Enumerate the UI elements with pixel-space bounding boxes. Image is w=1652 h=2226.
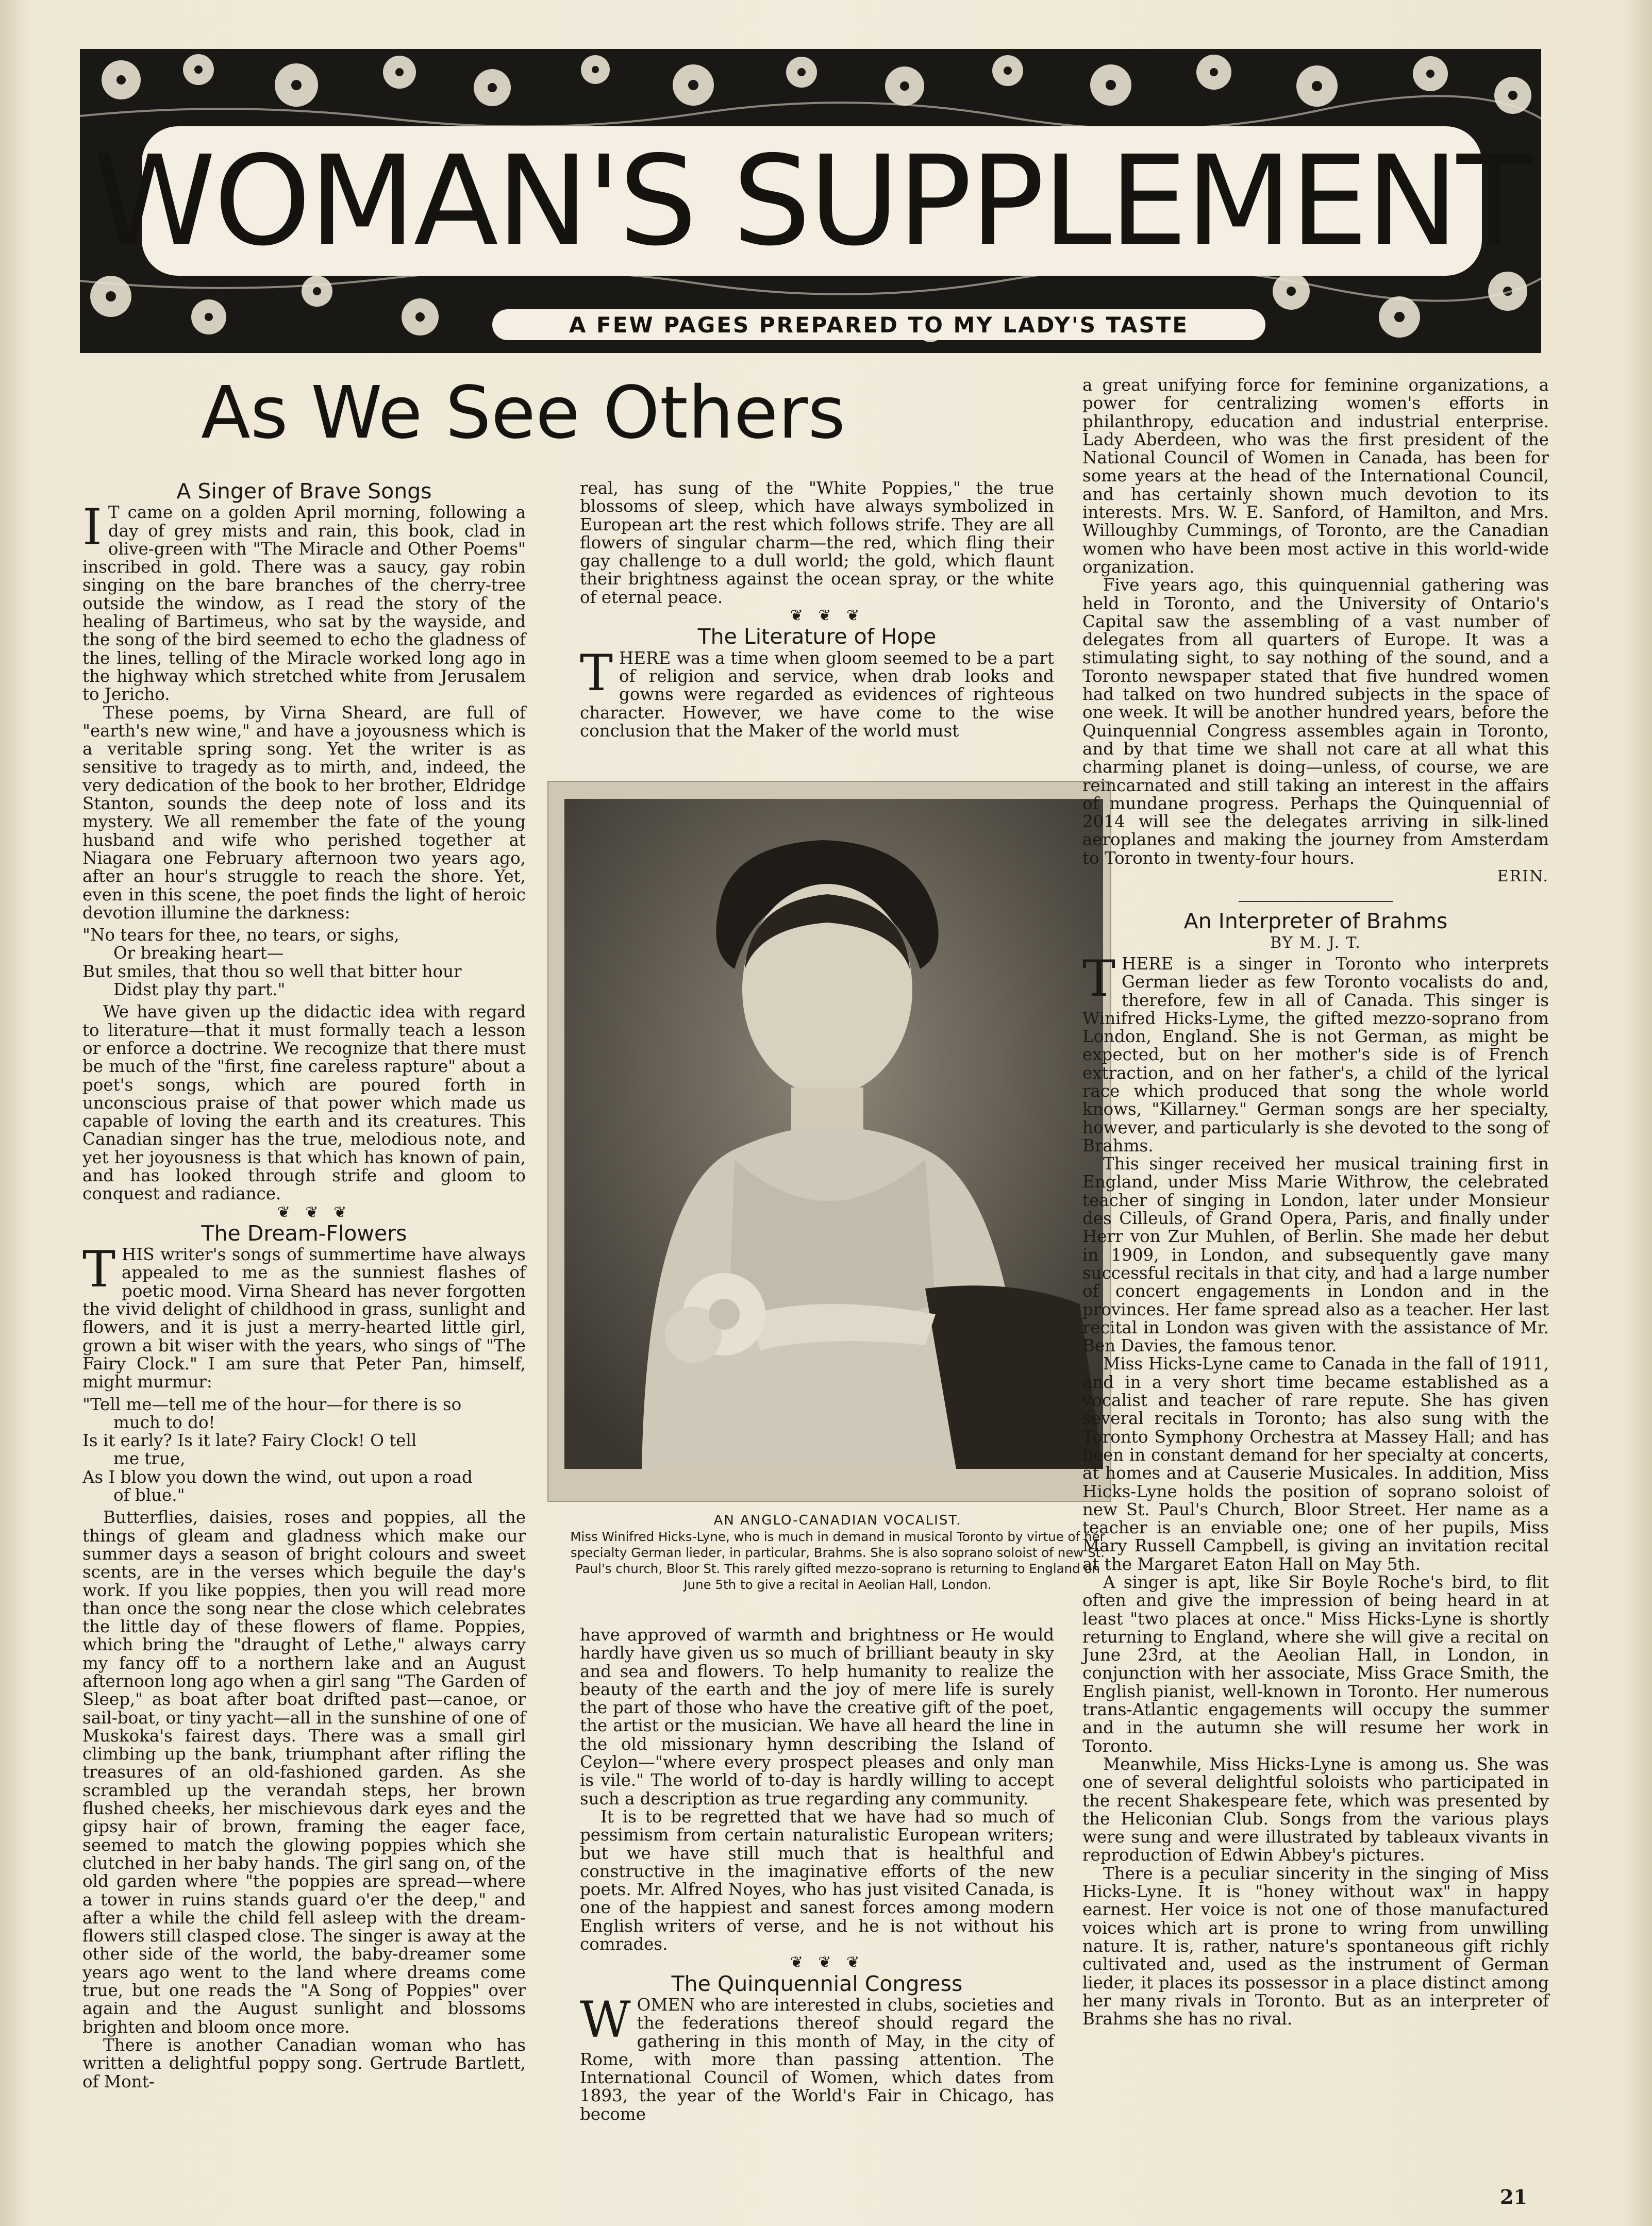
article-paragraph: THERE was a time when gloom seemed to be a part of religion and service, when drab looks and gowns were regarded as evidences of righteous character. However, we have come to the wise conclusion that the Maker of the world must <box>580 644 1054 741</box>
article-paragraph: These poems, by Virna Sheard, are full of "earth's new wine," and have a joyousness which is a veritable spring song. Yet the writer is as sensitive to tragedy as to mirth, and, indeed, the very dedication of the book to her brother, Eldridge Stanton, sounds the deep note of loss and its mystery. We all remember the fate of the young husband and wife who perished together at Niagara one February afternoon two years ago, after an hour's struggle to reach the shore. Yet, even in this scene, the poet finds the light of heroic devotion illumine the darkness: <box>82 702 526 923</box>
caption-text: Miss Winifred Hicks-Lyne, who is much in demand in musical Toronto by virtue of her specialty German lieder, in particular, Brahms. She is also soprano soloist of new St. Paul's church, Bloor St. This rarely gifted mezzo-soprano is returning to England on June 5th to give a recital in Aeolian Hall, London. <box>570 1529 1105 1592</box>
article-paragraph: Butterflies, daisies, roses and poppies, all the things of gleam and gladness which make our summer days a season of bright colours and sweet scents, are in the verses which beguile the day's work. If you like poppies, then you will read more than once the song near the close which celebrates the little day of these flowers of flame. Poppies, which bring the "draught of Lethe," always carry my fancy off to a northern lake and an August afternoon long ago when a girl sang "The Garden of Sleep," as boat after boat drifted past—canoe, or sail-boat, or tiny yacht—all in the sunshine of one of Muskoka's fairest days. There was a small girl climbing up the bank, triumphant after rifling the treasures of an old-fashioned garden. As she scrambled up the verandah steps, her brown flushed cheeks, her mischievous dark eyes and the gipsy hair of brown, framing the eager face, seemed to match the glowing poppies which she clutched in her baby hands. The girl sang on, of the old garden where "the poppies are spread—where a tower in ruins stands guard o'er the deep," and after a while the child fell asleep with the dream-flowers still clasped close. The singer is away at the other side of the world, the baby-dreamer some years ago went to the land where dreams come true, but one reads the "A Song of Poppies" over again and the August sunlight and blossoms brighten and bloom once more. <box>82 1508 526 2037</box>
article-paragraph: There is a peculiar sincerity in the singing of Miss Hicks-Lyne. It is "honey without wax" in happy earnest. Her voice is not one of those manufactured voices which art is prone to wring from unwilling nature. It is, rather, nature's spontaneous gift richly cultivated and, used as the instrument of German lieder, it places its possessor in a place distinct among her many rivals in Toronto. But as an interpreter of Brahms she has no rival. <box>1082 1863 1549 2029</box>
masthead-subtitle: A FEW PAGES PREPARED TO MY LADY'S TASTE <box>569 312 1189 338</box>
main-title: As We See Others <box>201 371 846 455</box>
article-paragraph: There is another Canadian woman who has written a delightful poppy song. Gertrude Bartlett, of Mont- <box>82 2035 526 2091</box>
verse-line: much to do! <box>113 1412 215 1432</box>
verse-line: As I blow you down the wind, out upon a road <box>82 1467 473 1487</box>
page-number: 21 <box>1500 2185 1527 2208</box>
article-paragraph: Miss Hicks-Lyne came to Canada in the fall of 1911, and in a very short time became established as a vocalist and teacher of rare repute. She has given several recitals in Toronto; has also sung with the Toronto Symphony Orchestra at Massey Hall; and has been in constant demand for her specialty at concerts, at homes and at Causerie Musicales. In addition, Miss Hicks-Lyne holds the position of soprano soloist of new St. Paul's Church, Bloor Street. Her name as a teacher is an enviable one; one of her pupils, Miss Mary Russell Campbell, is giving an invitation recital at the Margaret Eaton Hall on May 5th. <box>1082 1354 1549 1574</box>
article-paragraph: THERE is a singer in Toronto who interprets German lieder as few Toronto vocalists do and, therefore, few in all of Canada. This singer is Winifred Hicks-Lyme, the gifted mezzo-soprano from London, England. She is not German, as might be expected, but on her mother's side is of French extraction, and on her father's, a child of the lyrical race which produced that song the whole world knows, "Killarney." German songs are her specialty, however, and particularly is she devoted to the song of Brahms. <box>1082 949 1549 1156</box>
article-paragraph: We have given up the didactic idea with regard to literature—that it must formally teach a lesson or enforce a doctrine. We recognize that there must be much of the "first, fine careless rapture" about a poet's songs, which are poured forth in unconscious praise of that power which made us capable of loving the earth and its creatures. This Canadian singer has the true, melodious note, and yet her joyousness is that which has known of pain, and has looked through strife and gloom to conquest and radiance. <box>82 1002 526 1204</box>
author-signature: ERIN. <box>1497 867 1549 886</box>
article-paragraph: This singer received her musical training first in England, under Miss Marie Withrow, the celebrated teacher of singing in London, later under Monsieur des Cilleuls, of Grand Opera, Paris, and finally under Herr von Zur Muhlen, of Berlin. She made her debut in 1909, in London, and subsequently gave many successful recitals in that city, and had a large number of concert engagements in London and in the provinces. Her fame spread also as a teacher. Her last recital in London was given with the assistance of Mr. Ben Davies, the famous tenor. <box>1082 1154 1549 1356</box>
masthead-subtitle-plate <box>492 309 1265 340</box>
drop-cap: T <box>1082 949 1116 1008</box>
byline: BY M. J. T. <box>1270 933 1361 952</box>
column-3 <box>1082 376 1549 2028</box>
article-paragraph: WOMEN who are interested in clubs, societies and the federations thereof should regard the gathering in this month of May, in the city of Rome, with more than passing attention. The International Council of Women, which dates from 1893, the year of the World's Fair in Chicago, has become <box>580 1990 1054 2124</box>
section-heading-interpreter-of-brahms: An Interpreter of Brahms <box>1183 909 1448 934</box>
article-paragraph: It is to be regretted that we have had so much of pessimism from certain naturalistic European writers; but we have still much that is healthful and constructive in the imaginative efforts of the new poets. Mr. Alfred Noyes, who has just visited Canada, is one of the happiest and sanest forces among modern English writers of verse, and he is not without his comrades. <box>580 1806 1054 1954</box>
ornament-divider: ❦ ❦ ❦ <box>277 1203 352 1221</box>
drop-cap: T <box>580 644 613 702</box>
verse-line: But smiles, that thou so well that bitter hour <box>82 961 462 981</box>
article-paragraph: real, has sung of the "White Poppies," the true blossoms of sleep, which have always symbolized in European art the rest which follows strife. They are all flowers of singular charm—the red, which fling their gay challenge to a dull world; the gold, which flaunt their brightness against the ocean spray, or the white of eternal peace. <box>580 478 1054 607</box>
masthead-title-plate <box>93 126 1530 276</box>
section-divider-rule <box>1239 901 1393 902</box>
article-paragraph: I T came on a golden April morning, following a day of grey mists and rain, this book, clad in olive-green with "The Miracle and Other Poems" inscribed in gold. There was a saucy, gay robin singing on the bare branches of the cherry-tree outside the window, as I read the story of the healing of Bartimeus, who sat by the wayside, and the song of the bird seemed to echo the gladness of the lines, telling of the Miracle worked long ago in the highway which stretched white from Jerusalem to Jericho. <box>82 498 526 705</box>
article-paragraph: THIS writer's songs of summertime have always appealed to me as the sunniest flashes of poetic mood. Virna Sheard has never forgotten the vivid delight of childhood in grass, sunlight and flowers, and it is just a merry-hearted little girl, grown a bit wiser with the years, who sings of "The Fairy Clock." I am sure that Peter Pan, himself, might murmur: <box>82 1241 526 1392</box>
verse-line: "Tell me—tell me of the hour—for there is so <box>82 1394 462 1414</box>
drop-cap: I <box>82 498 102 557</box>
article-paragraph: A singer is apt, like Sir Boyle Roche's bird, to flit often and give the impression of being heard in at least "two places at once." Miss Hicks-Lyne is shortly returning to England, where she will give a recital on June 23rd, at the Aeolian Hall, in London, in conjunction with her associate, Miss Grace Smith, the English pianist, well-known in Toronto. Her numerous trans-Atlantic engagements will occupy the summer and in the autumn she will resume her work in Toronto. <box>1082 1572 1549 1756</box>
article-paragraph: a great unifying force for feminine organizations, a power for centralizing women's efforts in philanthropy, education and industrial enterprise. Lady Aberdeen, who was the first president of the National Council of Women in Canada, has been for some years at the head of the International Council, and has certainly shown much devotion to its interests. Mrs. W. E. Sanford, of Hamilton, and Mrs. Willoughby Cummings, of Toronto, are the Canadian women who have been most active in this world-wide organization. <box>1082 375 1549 577</box>
section-heading-dream-flowers: The Dream-Flowers <box>201 1220 407 1246</box>
column-1 <box>82 479 526 2091</box>
verse-line: of blue." <box>113 1485 185 1505</box>
portrait-illustration <box>564 799 1103 1469</box>
verse-line: Is it early? Is it late? Fairy Clock! O tell <box>82 1431 417 1451</box>
photo-caption <box>562 1513 1113 1593</box>
ornament-divider: ❦ ❦ ❦ <box>790 607 865 625</box>
column-2-top <box>580 479 1054 740</box>
masthead-banner <box>80 49 1541 353</box>
portrait-photo <box>564 799 1103 1469</box>
verse-line: "No tears for thee, no tears, or sighs, <box>82 925 399 945</box>
verse-line: Didst play thy part." <box>113 980 286 1000</box>
ornament-divider: ❦ ❦ ❦ <box>790 1953 865 1972</box>
article-paragraph: Five years ago, this quinquennial gathering was held in Toronto, and the University of Ontario's Capital saw the assembling of a vast number of delegates from all quarters of Europe. It was a stimulating sight, to say nothing of the sound, and a Toronto newspaper stated that five hundred women had talked on two hundred subjects in the space of one week. It will be another hundred years, before the Quinquennial Congress assembles again in Toronto, and by that time we shall not care at all what this charming planet is doing—unless, of course, we are reincarnated and still taking an interest in the affairs of mundane progress. Perhaps the Quinquennial of 2014 will see the delegates arriving in silk-lined aeroplanes and making the journey from Amsterdam to Toronto in twenty-four hours. <box>1082 575 1549 868</box>
caption-title: AN ANGLO-CANADIAN VOCALIST. <box>713 1513 962 1528</box>
verse-line: me true, <box>113 1449 186 1469</box>
column-2-bottom <box>580 1626 1054 2123</box>
article-paragraph: Meanwhile, Miss Hicks-Lyne is among us. She was one of several delightful soloists who participated in the recent Shakespeare fete, which was presented by the Heliconian Club. Songs from the various plays were sung and were illustrated by tableaux vivants in reproduction of Edwin Abbey's pictures. <box>1082 1754 1549 1865</box>
article-paragraph: have approved of warmth and brightness or He would hardly have given us so much of brilliant beauty in sky and sea and flowers. To help humanity to realize the beauty of the earth and the joy of mere life is surely the part of those who have the creative gift of the poet, the artist or the musician. We have all heard the line in the old missionary hymn describing the Island of Ceylon—"where every prospect pleases and only man is vile." The world of to-day is hardly willing to accept such a description as true regarding any community. <box>580 1625 1054 1809</box>
section-heading-literature-of-hope: The Literature of Hope <box>697 624 937 649</box>
verse-line: Or breaking heart— <box>113 943 284 963</box>
masthead-title: WOMAN'S SUPPLEMENT <box>93 129 1530 273</box>
drop-cap: W <box>580 1990 631 2049</box>
section-heading-quinquennial-congress: The Quinquennial Congress <box>671 1971 963 1996</box>
section-heading-brave-songs: A Singer of Brave Songs <box>176 479 432 504</box>
drop-cap: T <box>82 1241 116 1299</box>
